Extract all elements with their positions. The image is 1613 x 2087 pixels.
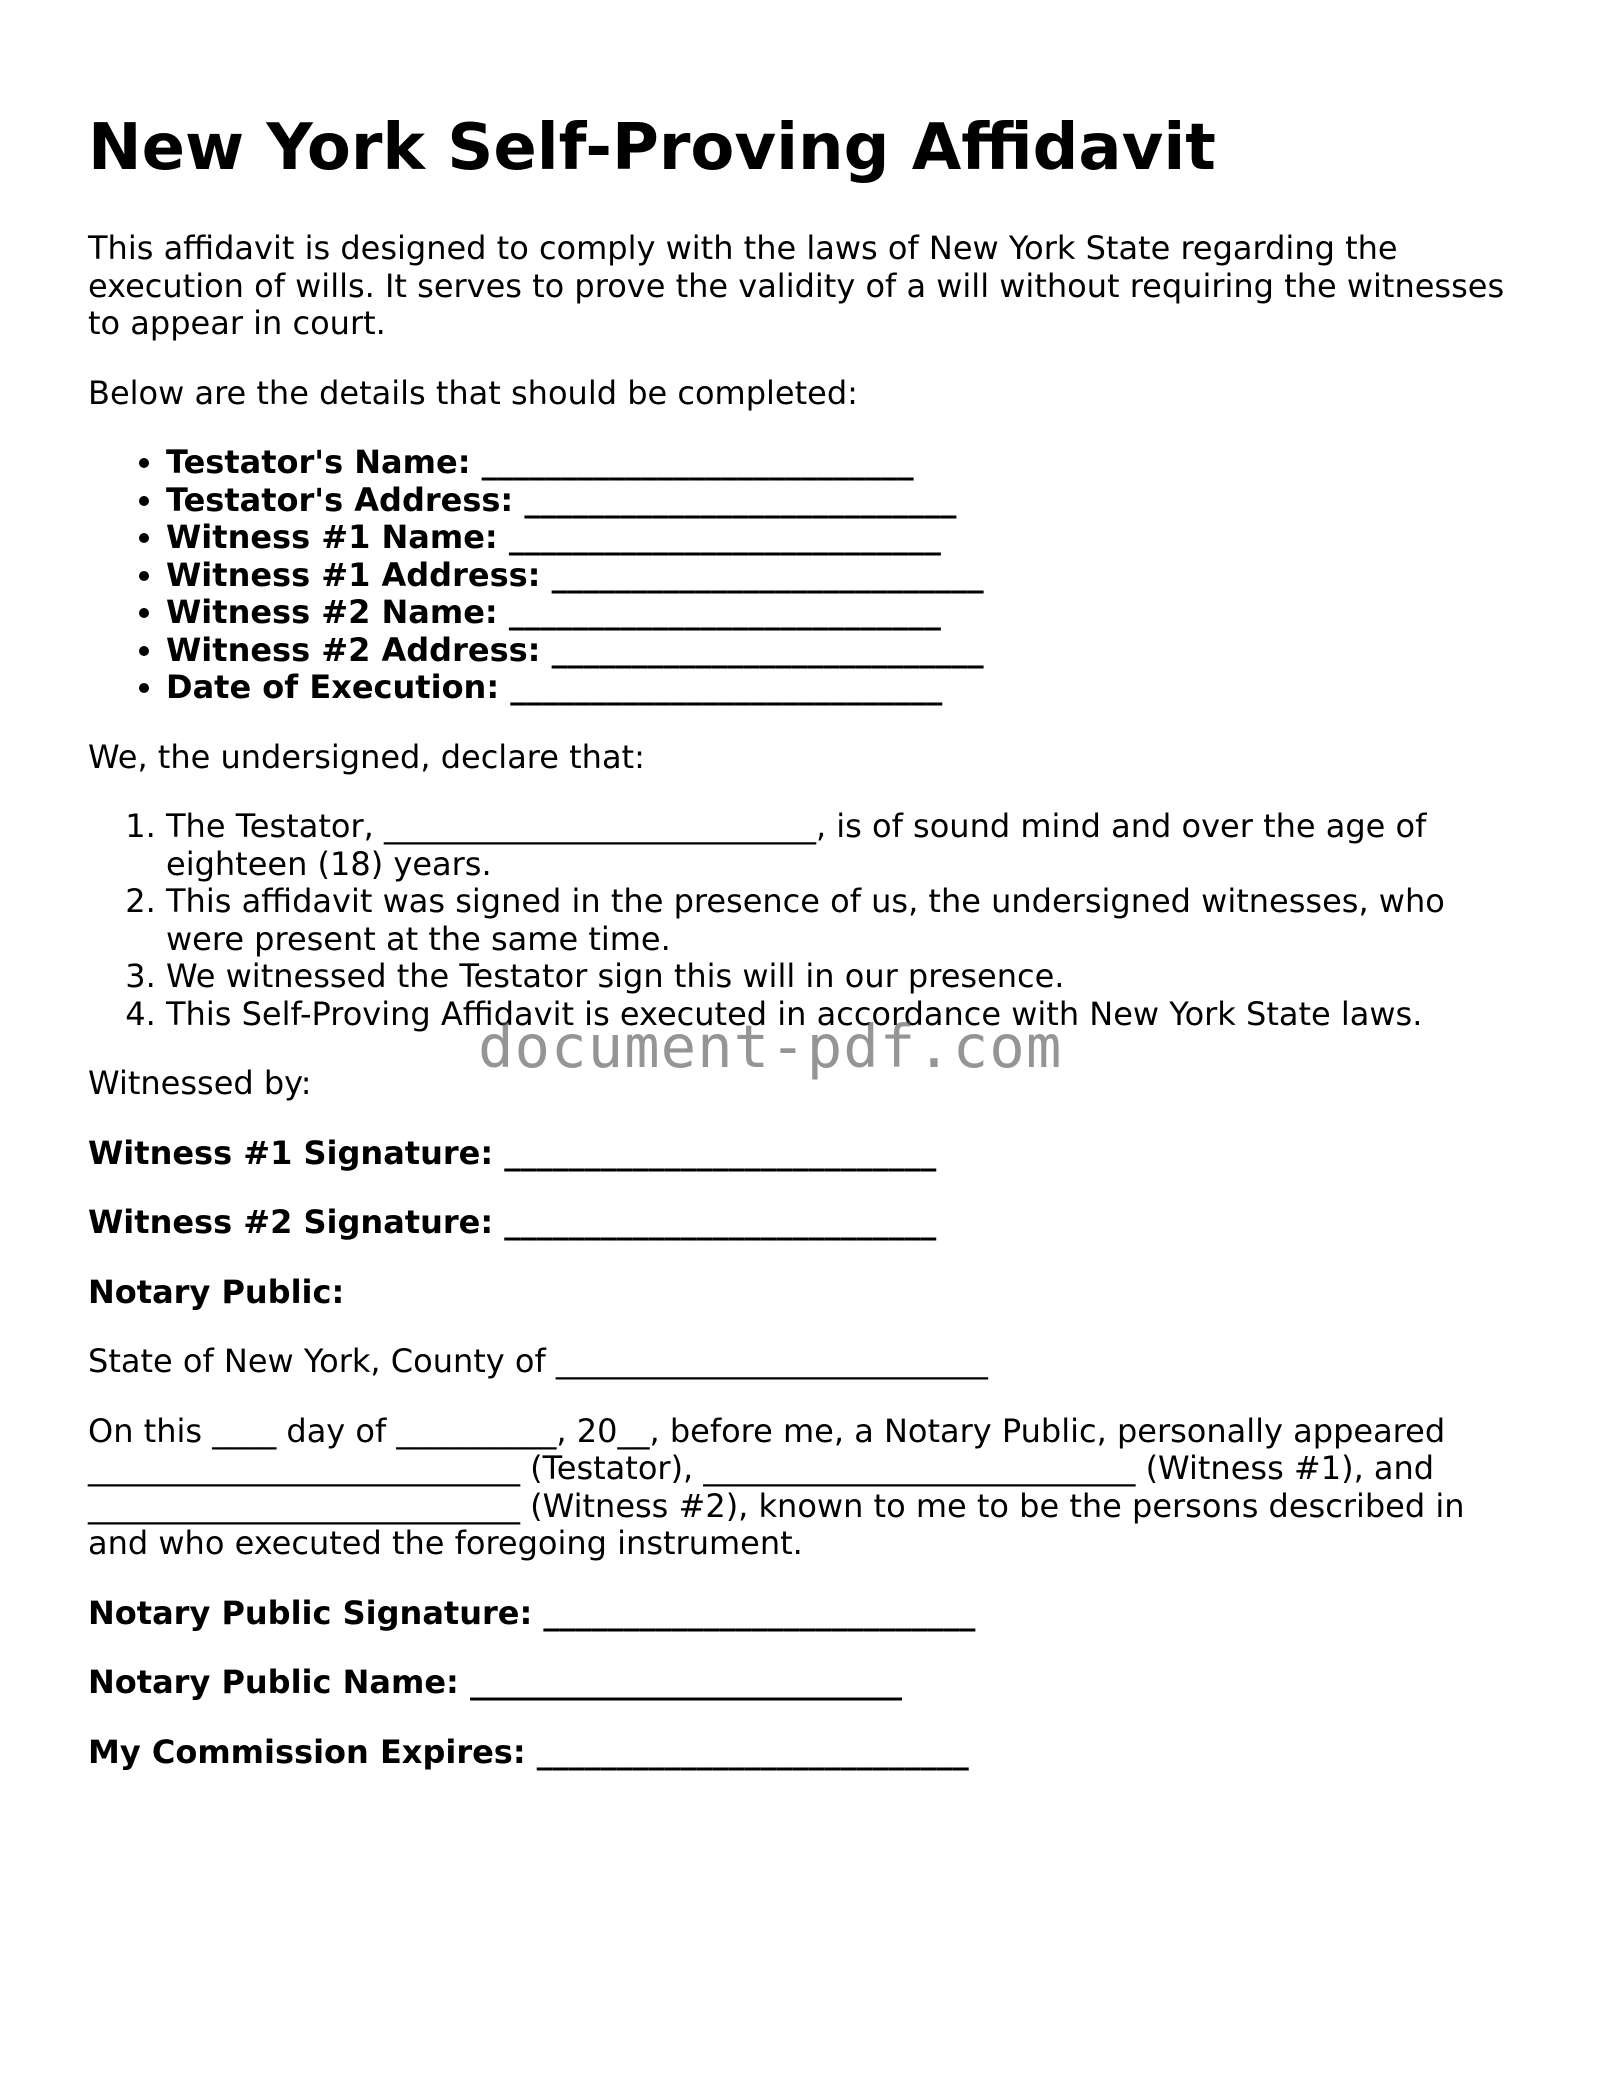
detail-date-of-execution (166, 669, 1528, 707)
notary-signature-line (88, 1595, 1528, 1633)
witness2-signature-line (88, 1204, 1528, 1242)
detail-testator-address (166, 482, 1528, 520)
declarations-list (88, 808, 1528, 1033)
declaration-item: 4. This Self-Proving Affidavit is executed in accordance with New York State laws. (166, 996, 1528, 1034)
affidavit-document (88, 108, 1528, 1803)
detail-blank: ___________________________ (551, 555, 984, 594)
witness1-signature-label: Witness #1 Signature: (88, 1133, 494, 1172)
details-list (88, 444, 1528, 707)
detail-blank: ___________________________ (551, 630, 984, 669)
document-title: New York Self-Proving Affidavit (88, 111, 1216, 185)
notary-signature-label: Notary Public Signature: (88, 1593, 533, 1632)
witness1-signature-blank: ___________________________ (504, 1133, 937, 1172)
detail-testator-name (166, 444, 1528, 482)
detail-label: Testator's Name: (166, 443, 471, 481)
detail-label: Witness #2 Name: (166, 593, 498, 631)
witness1-signature-line (88, 1135, 1528, 1173)
declaration-item: 3. We witnessed the Testator sign this will in our presence. (166, 958, 1528, 996)
detail-witness2-name (166, 594, 1528, 632)
witness2-signature-blank: ___________________________ (504, 1203, 937, 1241)
commission-expires-blank: ___________________________ (536, 1732, 969, 1771)
commission-expires-label: My Commission Expires: (88, 1732, 526, 1771)
declaration-item: 2. This affidavit was signed in the presence of us, the undersigned witnesses, who were present at the same time. (166, 883, 1528, 958)
detail-label: Testator's Address: (166, 480, 514, 519)
notary-name-blank: ___________________________ (469, 1663, 902, 1701)
intro-paragraph: This affidavit is designed to comply with the laws of New York State regarding the execution of wills. It serves to prove the validity of a will without requiring the witnesses to appear in court. (88, 229, 1505, 342)
notary-name-line (88, 1664, 1528, 1702)
detail-label: Date of Execution: (166, 668, 500, 706)
detail-blank: ___________________________ (510, 668, 943, 706)
notary-name-label: Notary Public Name: (88, 1663, 459, 1701)
declaration-item: 1. The Testator, ___________________________, is of sound mind and over the age of eighteen (18) years. (166, 808, 1528, 883)
commission-expires-line (88, 1734, 1528, 1772)
witness2-signature-label: Witness #2 Signature: (88, 1203, 494, 1241)
details-intro: Below are the details that should be completed: (88, 373, 858, 412)
county-line: State of New York, County of ___________________________ (88, 1342, 988, 1380)
notary-heading: Notary Public: (88, 1272, 345, 1311)
detail-label: Witness #1 Name: (166, 518, 498, 556)
detail-witness1-address (166, 557, 1528, 595)
notary-signature-blank: ___________________________ (543, 1593, 976, 1632)
detail-label: Witness #2 Address: (166, 630, 541, 669)
detail-blank: ___________________________ (524, 480, 957, 519)
notary-statement: On this ____ day of __________, 20__, before me, a Notary Public, personally appeared ___________________________ (Testator), ___________________________ (Witness #1), and ___________________________ (Witness #2), known to me to be the persons described in and who executed the foregoing instrument. (88, 1411, 1465, 1562)
declare-intro: We, the undersigned, declare that: (88, 737, 645, 776)
detail-blank: ___________________________ (508, 518, 941, 556)
detail-witness1-name (166, 519, 1528, 557)
detail-blank: ___________________________ (481, 443, 914, 481)
witnessed-by: Witnessed by: (88, 1064, 312, 1102)
watermark: document-pdf.com (478, 1012, 1063, 1081)
detail-label: Witness #1 Address: (166, 555, 541, 594)
detail-witness2-address (166, 632, 1528, 670)
detail-blank: ___________________________ (508, 593, 941, 631)
